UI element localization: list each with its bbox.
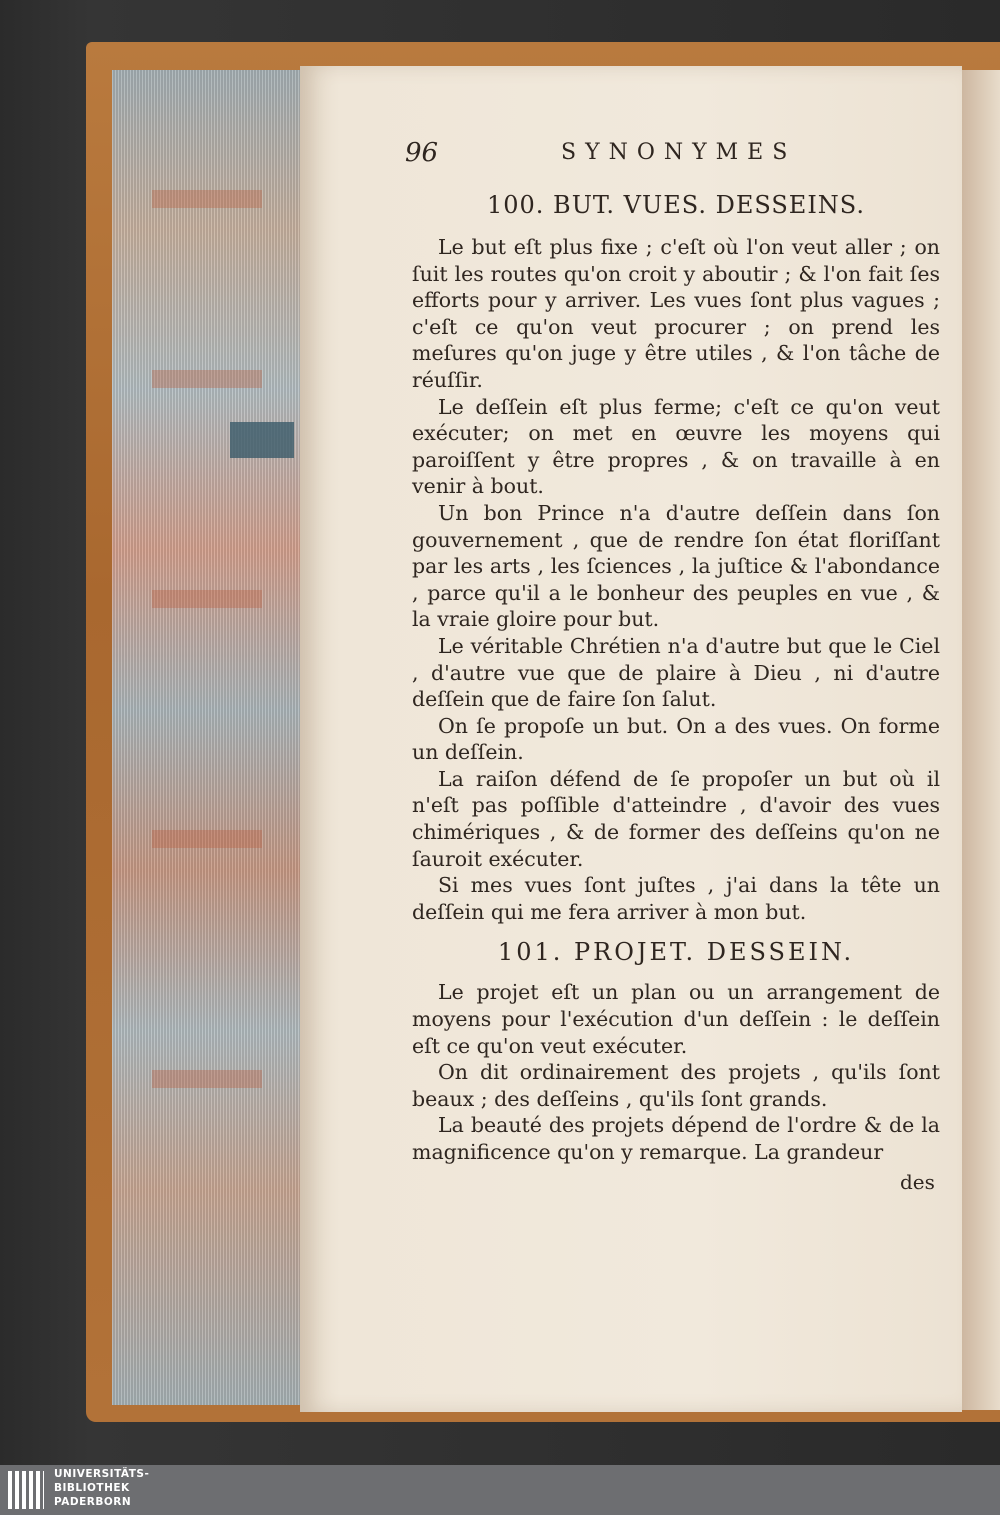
paragraph: Le véritable Chrétien n'a d'autre but que le Ciel , d'autre vue que de plaire à Dieu , ni d'autre deſſein que de faire ſon ſalut. <box>412 633 940 712</box>
library-footer <box>0 1465 1000 1515</box>
paragraph: On ſe propoſe un but. On a des vues. On forme un deſſein. <box>412 713 940 765</box>
paragraph: Le but eſt plus fixe ; c'eſt où l'on veut aller ; on ſuit les routes qu'on croit y aboutir ; & l'on fait ſes efforts pour y arriver. Les vues ſont plus vagues ; c'eſt ce qu'on veut procurer ; on prend les meſures qu'on juge y être utiles , & l'on tâche de réuſſir. <box>412 235 940 392</box>
edge-stain <box>152 1070 262 1088</box>
page-number: 96 <box>405 138 439 168</box>
library-name-line: BIBLIOTHEK <box>54 1482 130 1494</box>
library-name <box>54 1467 149 1509</box>
catchword: des <box>900 1170 935 1194</box>
paragraph: Un bon Prince n'a d'autre deſſein dans ſon gouvernement , que de rendre ſon état floriſſant par les arts , les ſciences , la juſtice & l'abondance , parce qu'il a le bonheur des peuples en vue , & la vraie gloire pour but. <box>412 500 940 632</box>
edge-stain <box>152 830 262 848</box>
edge-stain <box>152 190 262 208</box>
library-name-line: UNIVERSITÄTS- <box>54 1468 150 1480</box>
facing-page-edge <box>962 70 1000 1410</box>
edge-stain <box>152 590 262 608</box>
edge-stain <box>152 370 262 388</box>
section-heading: 100. BUT. VUES. DESSEINS. <box>486 191 866 219</box>
page-header <box>405 138 825 172</box>
paragraph: On dit ordinairement des projets , qu'ils ſont beaux ; des deſſeins , qu'ils ſont grands. <box>412 1060 940 1111</box>
library-logo-icon <box>8 1471 44 1509</box>
page-text <box>412 188 940 1166</box>
library-name-line: PADERBORN <box>54 1496 132 1508</box>
page-edges <box>112 70 302 1405</box>
paragraph: Le projet eſt un plan ou un arrangement de moyens pour l'exécution d'un deſſein : le deſſein eſt ce qu'on veut exécuter. <box>412 980 940 1058</box>
paragraph: Si mes vues ſont juſtes , j'ai dans la tête un deſſein qui me fera arriver à mon but. <box>412 873 940 924</box>
paragraph: Le deſſein eſt plus ferme; c'eſt ce qu'on veut exécuter; on met en œuvre les moyens qui paroiſſent y être propres , & on travaille à en venir à bout. <box>412 394 940 499</box>
paragraph: La raiſon défend de ſe propoſer un but où il n'eſt pas poſſible d'atteindre , d'avoir des vues chimériques , & de former des deſſeins qu'on ne ſauroit exécuter. <box>412 766 940 871</box>
running-head: SYNONYMES <box>561 140 797 165</box>
section-heading: 101. PROJET. DESSEIN. <box>497 938 855 967</box>
edge-ink-mark <box>230 422 294 458</box>
paragraph: La beauté des projets dépend de l'ordre & de la magnificence qu'on y remarque. La grandeur <box>412 1113 940 1164</box>
